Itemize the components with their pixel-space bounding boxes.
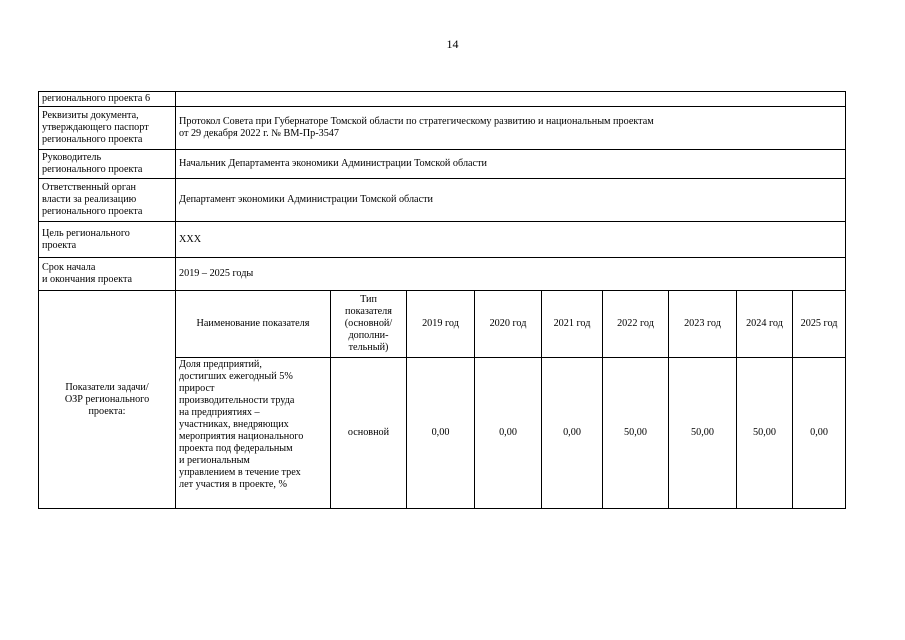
- year-header: 2023 год: [669, 291, 737, 358]
- year-header: 2024 год: [737, 291, 793, 358]
- year-header: 2022 год: [603, 291, 669, 358]
- table-row: [39, 222, 846, 258]
- indicator-name-header: Наименование показателя: [176, 291, 331, 358]
- year-header: 2019 год: [407, 291, 475, 358]
- year-header: 2021 год: [542, 291, 603, 358]
- row-value: [176, 92, 846, 107]
- project-goal-label: Цель регионального проекта: [39, 222, 176, 258]
- indicators-section-label: Показатели задачи/ ОЗР регионального проекта:: [39, 291, 176, 509]
- responsible-body-value: Департамент экономики Администрации Томской области: [176, 179, 846, 222]
- page-number: 14: [446, 37, 459, 51]
- project-goal-value: ХХХ: [176, 222, 846, 258]
- table-row: [39, 258, 846, 291]
- indicator-value: 50,00: [669, 358, 737, 509]
- indicator-value: 0,00: [542, 358, 603, 509]
- indicator-value: 0,00: [407, 358, 475, 509]
- indicator-value: 50,00: [737, 358, 793, 509]
- indicator-value: 0,00: [475, 358, 542, 509]
- indicators-header-row: [39, 291, 846, 358]
- indicator-name: Доля предприятий, достигших ежегодный 5% прирост производительности труда на предприятиях – участниках, внедряющих мероприятия национального проекта под федеральным и региональным управлением в течение трех лет участия в проекте, %: [176, 358, 331, 509]
- indicator-type: основной: [331, 358, 407, 509]
- project-passport-table: [38, 91, 846, 509]
- table-row: [39, 150, 846, 179]
- indicator-value: 50,00: [603, 358, 669, 509]
- year-header: 2020 год: [475, 291, 542, 358]
- project-period-label: Срок начала и окончания проекта: [39, 258, 176, 291]
- table-row: [39, 107, 846, 150]
- document-details-label: Реквизиты документа, утверждающего паспорт регионального проекта: [39, 107, 176, 150]
- project-head-label: Руководитель регионального проекта: [39, 150, 176, 179]
- row-label: регионального проекта 6: [39, 92, 176, 107]
- table-row: [39, 92, 846, 107]
- year-header: 2025 год: [793, 291, 846, 358]
- responsible-body-label: Ответственный орган власти за реализацию регионального проекта: [39, 179, 176, 222]
- document-details-value: Протокол Совета при Губернаторе Томской области по стратегическому развитию и национальным проектам от 29 декабря 2022 г. № ВМ-Пр-3547: [176, 107, 846, 150]
- table-row: [39, 179, 846, 222]
- indicator-type-header: Тип показателя (основной/ дополни- тельный): [331, 291, 407, 358]
- project-period-value: 2019 – 2025 годы: [176, 258, 846, 291]
- indicator-value: 0,00: [793, 358, 846, 509]
- project-head-value: Начальник Департамента экономики Администрации Томской области: [176, 150, 846, 179]
